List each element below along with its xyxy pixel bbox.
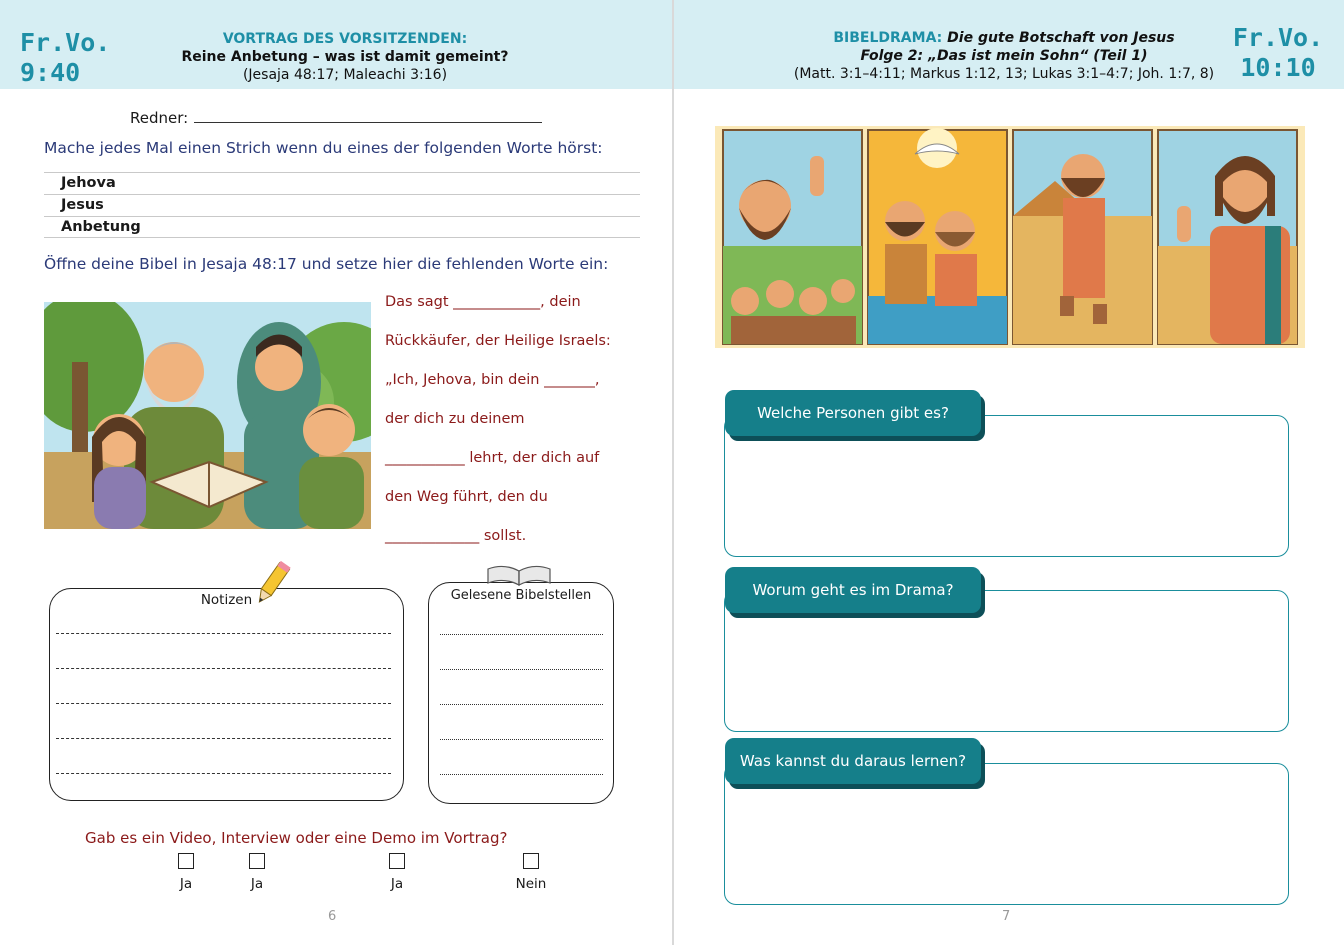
verse-line: Rückkäufer, der Heilige Israels: [385,333,611,349]
option-nein[interactable] [501,853,561,892]
option-label: Ja [250,876,264,892]
talk-section-label: VORTRAG DES VORSITZENDEN: [222,31,468,47]
speaker-label: Redner: [130,109,189,127]
verse-line[interactable]: _____________ sollst. [385,528,527,544]
notes-line[interactable] [56,633,391,634]
speaker-field[interactable] [130,109,542,127]
speaker-blank-line[interactable] [194,109,542,123]
talk-scripture: (Jesaja 48:17; Maleachi 3:16) [242,67,448,83]
notes-line[interactable] [56,773,391,774]
talk-title: Reine Anbetung – was ist damit gemeint? [181,49,509,65]
drama-scriptures: (Matt. 3:1–4:11; Markus 1:12, 13; Lukas 3:1–4:7; Joh. 1:7, 8) [793,66,1215,82]
answer-box-personen[interactable] [724,415,1289,557]
checkbox[interactable] [523,853,539,869]
verse-line[interactable]: „Ich, Jehova, bin dein _______, [385,372,600,388]
bible-instruction: Öffne deine Bibel in Jesaja 48:17 und setze hier die fehlenden Worte ein: [44,255,609,273]
verse-line: den Weg führt, den du [385,489,548,505]
option-ja-2[interactable] [227,853,287,892]
open-book-icon [486,565,552,591]
drama-title: Die gute Botschaft von Jesus [947,30,1175,46]
option-ja-1[interactable] [156,853,216,892]
question-tag-drama: Worum geht es im Drama? [725,567,981,613]
reference-line[interactable] [440,669,603,670]
checkbox[interactable] [249,853,265,869]
option-label: Ja [179,876,193,892]
notes-line[interactable] [56,703,391,704]
time-label: Fr.Vo. 10:10 [1232,23,1324,82]
reference-line[interactable] [440,634,603,635]
notes-title: Notizen [200,592,253,608]
reference-line[interactable] [440,739,603,740]
family-reading-illustration [44,302,371,529]
verse-line[interactable]: Das sagt ____________, dein [385,294,581,310]
question-tag-lernen: Was kannst du daraus lernen? [725,738,981,784]
option-ja-3[interactable] [367,853,427,892]
time-label: Fr.Vo. 9:40 [20,28,111,87]
talk-header [150,30,540,84]
verse-line[interactable]: ___________ lehrt, der dich auf [385,450,600,466]
drama-header [784,29,1224,83]
tally-word[interactable]: Jehova [44,172,640,194]
pencil-icon [252,560,292,612]
tally-word[interactable]: Jesus [44,194,640,216]
drama-comic-illustration [715,126,1305,348]
page-number: 6 [328,909,337,924]
reference-line[interactable] [440,704,603,705]
checkbox[interactable] [389,853,405,869]
option-label: Ja [390,876,404,892]
drama-title-line [784,29,1224,47]
verse-line: der dich zu deinem [385,411,525,427]
drama-episode: Folge 2: „Das ist mein Sohn“ (Teil 1) [860,48,1148,64]
verse-fill-in [385,290,645,563]
drama-section-label: BIBELDRAMA: [833,30,943,46]
notes-box[interactable] [49,588,404,801]
page-number: 7 [1002,909,1011,924]
bible-references-box[interactable] [428,582,614,804]
bible-references-title: Gelesene Bibelstellen [450,588,592,603]
notes-line[interactable] [56,668,391,669]
tally-instruction: Mache jedes Mal einen Strich wenn du eines der folgenden Worte hörst: [44,139,603,157]
reference-line[interactable] [440,774,603,775]
answer-box-lernen[interactable] [724,763,1289,905]
question-tag-personen: Welche Personen gibt es? [725,390,981,436]
notes-line[interactable] [56,738,391,739]
checkbox[interactable] [178,853,194,869]
word-tally-list [44,172,640,238]
option-label: Nein [515,876,547,892]
right-page [674,0,1344,945]
tally-word[interactable]: Anbetung [44,216,640,238]
video-question: Gab es ein Video, Interview oder eine Demo im Vortrag? [85,829,508,847]
